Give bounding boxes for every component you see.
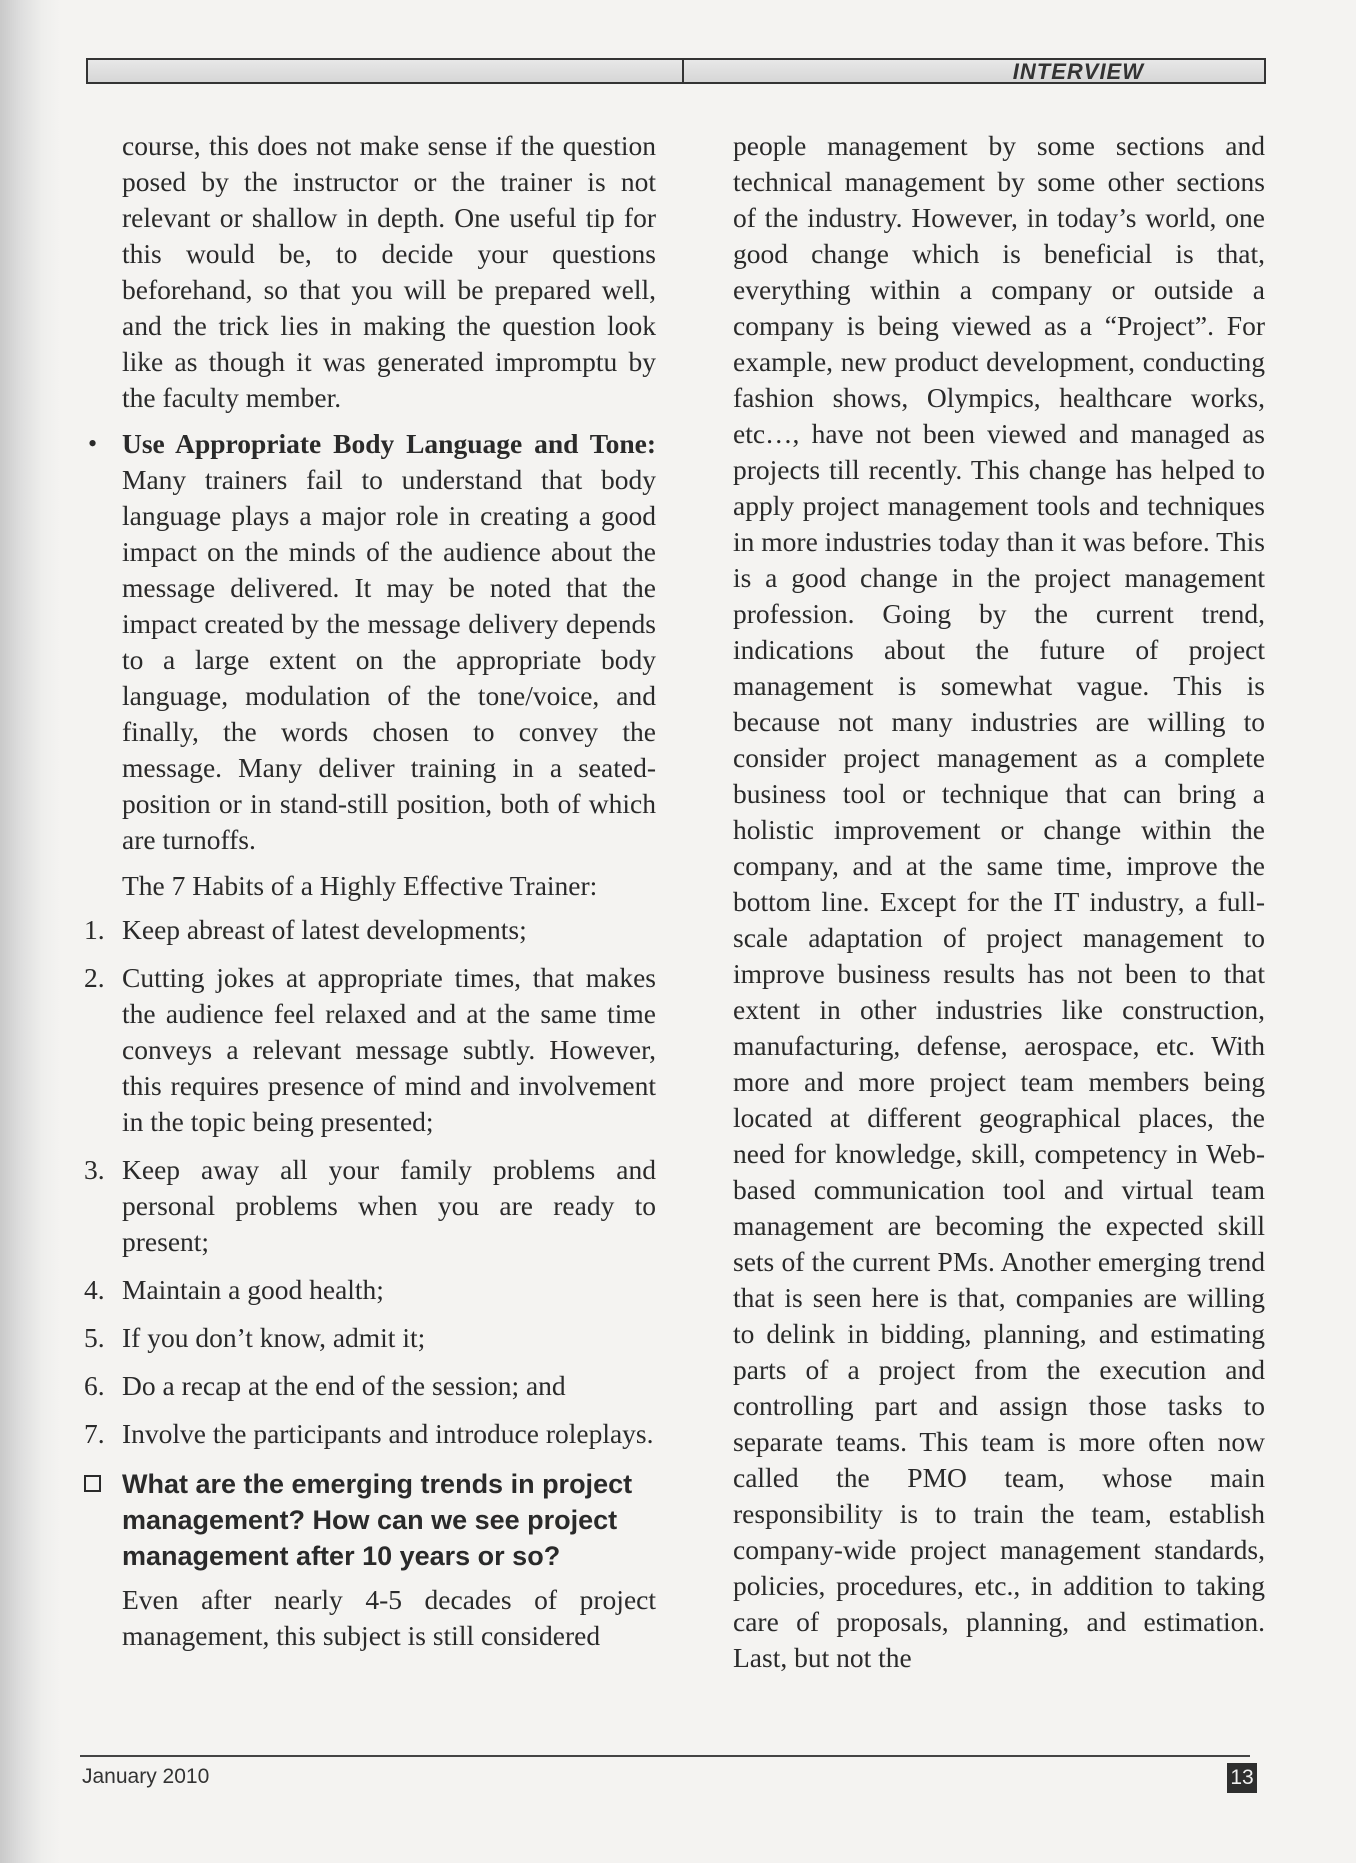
list-item-text: Maintain a good health; [122, 1274, 384, 1305]
footer-rule [80, 1755, 1250, 1757]
question-text: What are the emerging trends in project management? How can we see project management after 10 years or so? [122, 1469, 633, 1571]
footer-date: January 2010 [82, 1765, 210, 1788]
scan-edge-shadow [0, 0, 60, 1863]
list-item [84, 1152, 656, 1260]
bullet-text: Many trainers fail to understand that body language plays a major role in creating a good impact on the minds of the audience about the message delivered. It may be noted that the impact created by the message delivery depends to a large extent on the appropriate body language, modulation of the tone/voice, and finally, the words chosen to convey the message. Many deliver training in a seated-position or in stand-still position, both of which are turnoffs. [122, 464, 656, 855]
list-item [84, 1320, 656, 1356]
bullet-heading: Use Appropriate Body Language and Tone: [122, 428, 656, 459]
interview-question [122, 1466, 656, 1574]
list-item-text: Keep away all your family problems and personal problems when you are ready to present; [122, 1154, 656, 1257]
right-column [733, 128, 1265, 1684]
bullet-item [88, 426, 656, 858]
list-item-text: If you don’t know, admit it; [122, 1322, 426, 1353]
bullet-dot-icon: • [88, 429, 98, 458]
list-item [84, 1416, 656, 1452]
list-item-text: Do a recap at the end of the session; and [122, 1370, 566, 1401]
list-item [84, 1272, 656, 1308]
answer-continuation: people management by some sections and technical management by some other sections of the industry. However, in today’s world, one good change which is beneficial is that, everything within a company or outside a company is being viewed as a “Project”. For example, new product development, conducting fashion shows, Olympics, healthcare works, etc…, have not been viewed and managed as projects till recently. This change has helped to apply project management tools and techniques in more industries today than it was before. This is a good change in the project management profession. Going by the current trend, indications about the future of project management is somewhat vague. This is because not many industries are willing to consider project management as a complete business tool or technique that can bring a holistic improvement or change within the company, and at the same time, improve the bottom line. Except for the IT industry, a full-scale adaptation of project management to improve business results has not been to that extent in other industries like construction, manufacturing, defense, aerospace, etc. With more and more project team members being located at different geographical places, the need for knowledge, skill, competency in Web-based communication tool and virtual team management are becoming the expected skill sets of the current PMs. Another emerging trend that is seen here is that, companies are willing to delink in bidding, planning, and estimating parts of a project from the execution and controlling part and assign those tasks to separate teams. This team is more often now called the PMO team, whose main responsibility is to train the team, establish company-wide project management standards, policies, procedures, etc., in addition to taking care of proposals, planning, and estimation. Last, but not the [733, 130, 1265, 1673]
answer-paragraph: Even after nearly 4-5 decades of project management, this subject is still considered [122, 1584, 656, 1651]
habits-intro: The 7 Habits of a Highly Effective Trainer: [122, 870, 598, 901]
checkbox-square-icon [84, 1475, 101, 1492]
list-number: 4. [84, 1274, 105, 1305]
list-number: 2. [84, 962, 105, 993]
list-number: 7. [84, 1418, 105, 1449]
list-item [84, 1368, 656, 1404]
list-item [84, 912, 656, 948]
list-number: 3. [84, 1154, 105, 1185]
header-divider [682, 60, 684, 82]
opening-paragraph: course, this does not make sense if the question posed by the instructor or the trainer is not relevant or shallow in depth. One useful tip for this would be, to decide your questions beforehand, so that you will be prepared well, and the trick lies in making the question look like as though it was generated impromptu by the faculty member. [122, 130, 656, 413]
list-item-text: Involve the participants and introduce roleplays. [122, 1418, 654, 1449]
list-item-text: Keep abreast of latest developments; [122, 914, 527, 945]
section-label: INTERVIEW [1012, 59, 1144, 84]
running-header-bar [86, 58, 1266, 84]
habits-list [84, 912, 656, 1452]
page-number: 13 [1227, 1763, 1257, 1793]
list-item [84, 960, 656, 1140]
list-number: 5. [84, 1322, 105, 1353]
list-number: 1. [84, 914, 105, 945]
list-number: 6. [84, 1370, 105, 1401]
list-item-text: Cutting jokes at appropriate times, that makes the audience feel relaxed and at the same time conveys a relevant message subtly. However, this requires presence of mind and involvement in the topic being presented; [122, 962, 656, 1137]
left-column [84, 128, 656, 1662]
